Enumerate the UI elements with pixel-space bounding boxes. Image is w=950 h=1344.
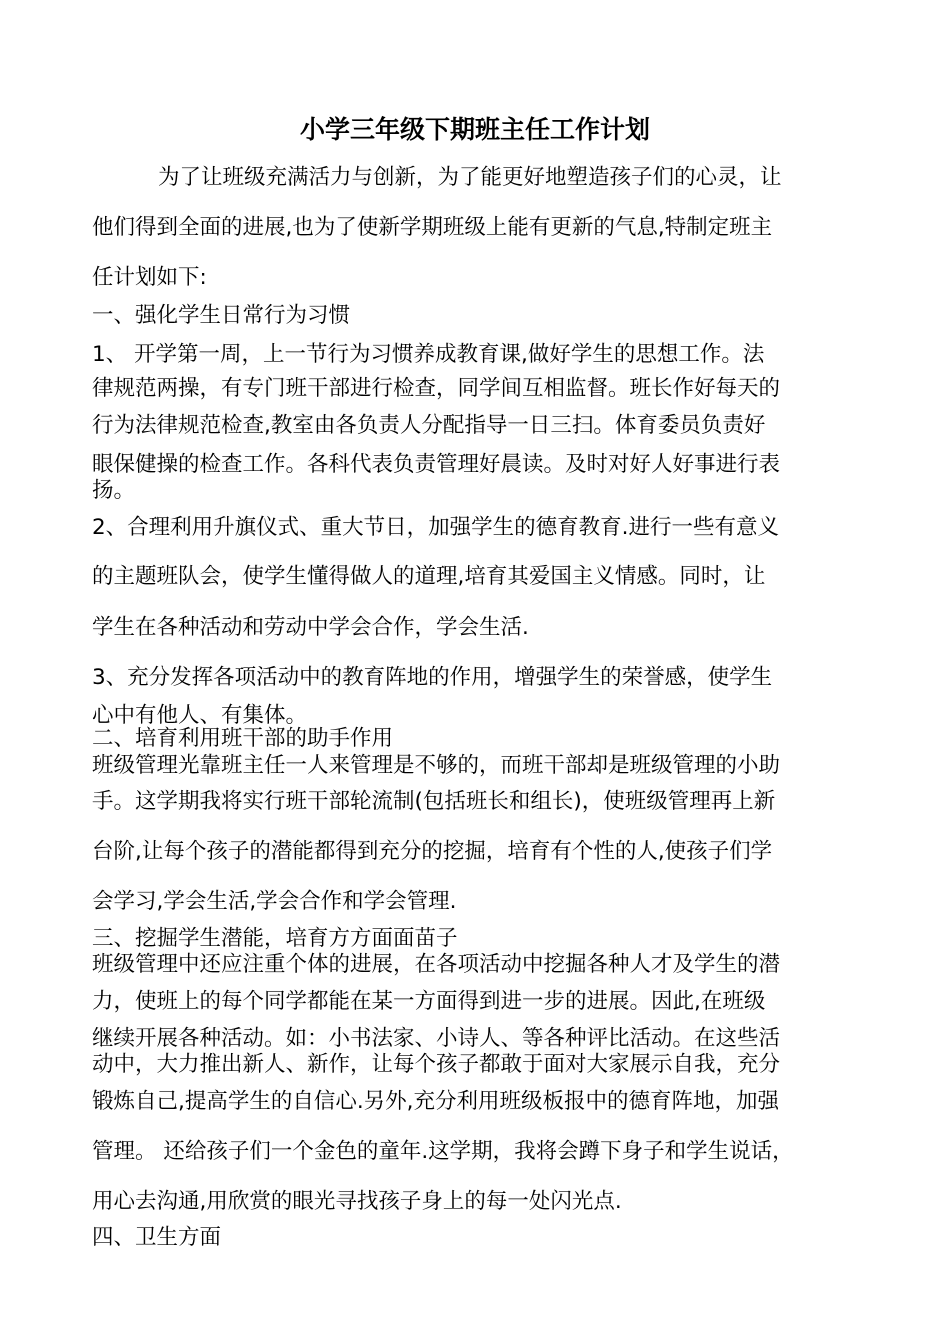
paragraph-line: 的主题班队会，使学生懂得做人的道理,培育其爱国主义情感。同时，让 [92, 564, 766, 589]
paragraph-line: 会学习,学会生活,学会合作和学会管理. [92, 889, 457, 914]
paragraph-line: 力，使班上的每个同学都能在某一方面得到进一步的进展。因此,在班级 [92, 989, 766, 1014]
paragraph-line: 用心去沟通,用欣赏的眼光寻找孩子身上的每一处闪光点. [92, 1189, 622, 1214]
paragraph-line: 1、 开学第一周，上一节行为习惯养成教育课,做好学生的思想工作。法 [92, 342, 765, 367]
paragraph-line: 任计划如下: [92, 265, 207, 290]
paragraph-line: 班级管理光靠班主任一人来管理是不够的，而班干部却是班级管理的小助 [92, 753, 781, 778]
paragraph-line: 班级管理中还应注重个体的进展，在各项活动中挖掘各种人才及学生的潜 [92, 952, 781, 977]
paragraph-line: 行为法律规范检查,教室由各负责人分配指导一日三扫。体育委员负责好 [92, 413, 766, 438]
paragraph-line: 动中，大力推出新人、新作，让每个孩子都敢于面对大家展示自我，充分 [92, 1052, 781, 1077]
section-heading: 二、培育利用班干部的助手作用 [92, 726, 394, 751]
paragraph-line: 管理。 还给孩子们一个金色的童年.这学期，我将会蹲下身子和学生说话， [92, 1139, 794, 1164]
paragraph-line: 锻炼自己,提高学生的自信心.另外,充分利用班级板报中的德育阵地，加强 [92, 1089, 780, 1114]
paragraph-line: 为了让班级充满活力与创新，为了能更好地塑造孩子们的心灵，让 [158, 165, 782, 190]
section-heading: 三、挖掘学生潜能，培育方方面面苗子 [92, 926, 458, 951]
paragraph-line: 扬。 [92, 478, 136, 503]
section-heading: 一、强化学生日常行为习惯 [92, 303, 351, 328]
paragraph-line: 学生在各种活动和劳动中学会合作，学会生活. [92, 615, 529, 640]
paragraph-line: 心中有他人、有集体。 [92, 703, 308, 728]
paragraph-line: 3、充分发挥各项活动中的教育阵地的作用，增强学生的荣誉感，使学生 [92, 665, 773, 690]
paragraph-line: 他们得到全面的进展,也为了使新学期班级上能有更新的气息,特制定班主 [92, 215, 773, 240]
document-title: 小学三年级下期班主任工作计划 [299, 115, 650, 144]
paragraph-line: 手。这学期我将实行班干部轮流制(包括班长和组长)，使班级管理再上新 [92, 789, 776, 814]
paragraph-line: 律规范两操，有专门班干部进行检查，同学间互相监督。班长作好每天的 [92, 376, 781, 401]
section-heading: 四、卫生方面 [92, 1225, 222, 1250]
paragraph-line: 2、合理利用升旗仪式、重大节日，加强学生的德育教育.进行一些有意义 [92, 515, 780, 540]
paragraph-line: 台阶,让每个孩子的潜能都得到充分的挖掘，培育有个性的人,使孩子们学 [92, 839, 773, 864]
paragraph-line: 眼保健操的检查工作。各科代表负责管理好晨读。及时对好人好事进行表 [92, 452, 781, 477]
paragraph-line: 继续开展各种活动。如：小书法家、小诗人、等各种评比活动。在这些活 [92, 1026, 781, 1051]
